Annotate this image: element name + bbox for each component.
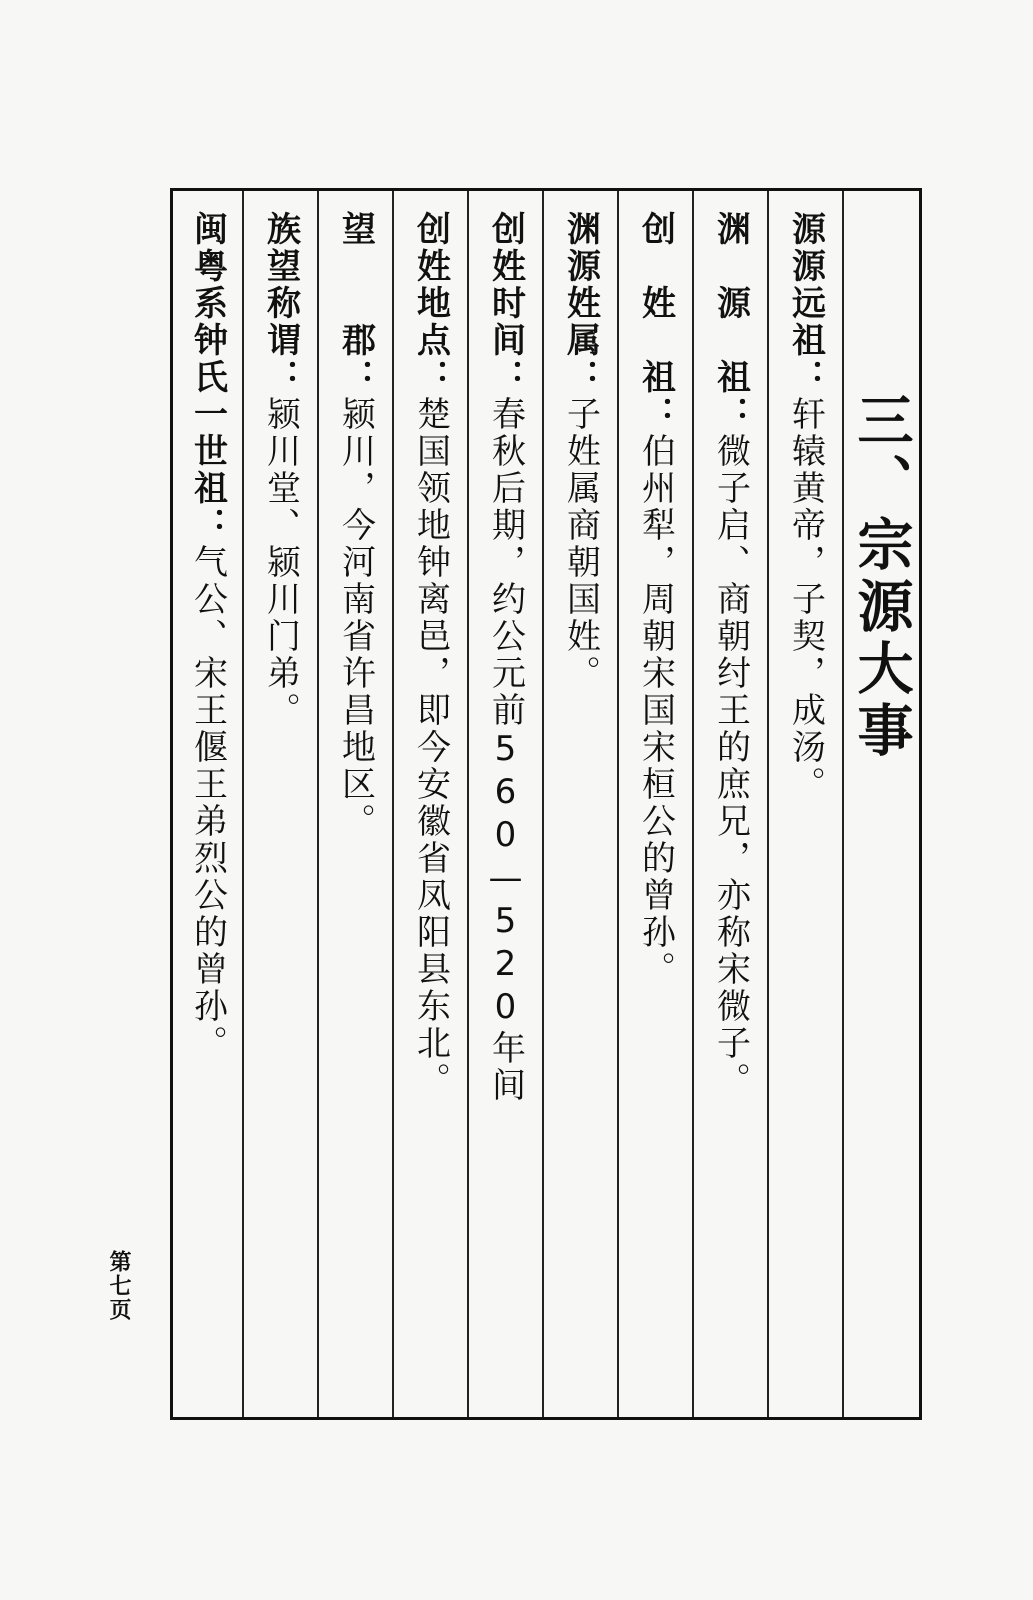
- row-5: [467, 191, 542, 1417]
- section-title: 三、宗源大事: [848, 391, 915, 763]
- row-label: 望 郡：: [335, 211, 376, 396]
- row-value: 楚国领地钟离邑，即今安徽省凤阳县东北。: [410, 396, 451, 1099]
- row-label: 创姓地点：: [410, 211, 451, 396]
- row-7: [317, 191, 392, 1417]
- row-label: 渊 源 祖：: [710, 211, 751, 433]
- row-value: 伯州犁，周朝宋国宋桓公的曾孙。: [635, 433, 676, 988]
- row-value: 春秋后期，约公元前560—520年间: [485, 396, 526, 1104]
- row-value: 轩辕黄帝，子契，成汤。: [785, 396, 826, 803]
- row-1: [767, 191, 842, 1417]
- row-value: 子姓属商朝国姓。: [560, 396, 601, 692]
- row-4: [542, 191, 617, 1417]
- row-8: [242, 191, 317, 1417]
- row-label: 源源远祖：: [785, 211, 826, 396]
- page-number: 第七页: [106, 1250, 132, 1322]
- row-9: [173, 191, 242, 1417]
- row-6: [392, 191, 467, 1417]
- title-column: [842, 191, 919, 1417]
- row-value: 颍川堂、颍川门弟。: [260, 396, 301, 729]
- row-label: 渊源姓属：: [560, 211, 601, 396]
- row-3: [617, 191, 692, 1417]
- row-value: 微子启、商朝纣王的庶兄，亦称宋微子。: [710, 433, 751, 1099]
- row-label: 闽粤系钟氏一世祖：: [187, 211, 228, 544]
- genealogy-table: [170, 188, 922, 1420]
- row-value: 颍川，今河南省许昌地区。: [335, 396, 376, 840]
- row-label: 创 姓 祖：: [635, 211, 676, 433]
- row-value: 气公、宋王偃王弟烈公的曾孙。: [187, 544, 228, 1062]
- row-2: [692, 191, 767, 1417]
- row-label: 族望称谓：: [260, 211, 301, 396]
- row-label: 创姓时间：: [485, 211, 526, 396]
